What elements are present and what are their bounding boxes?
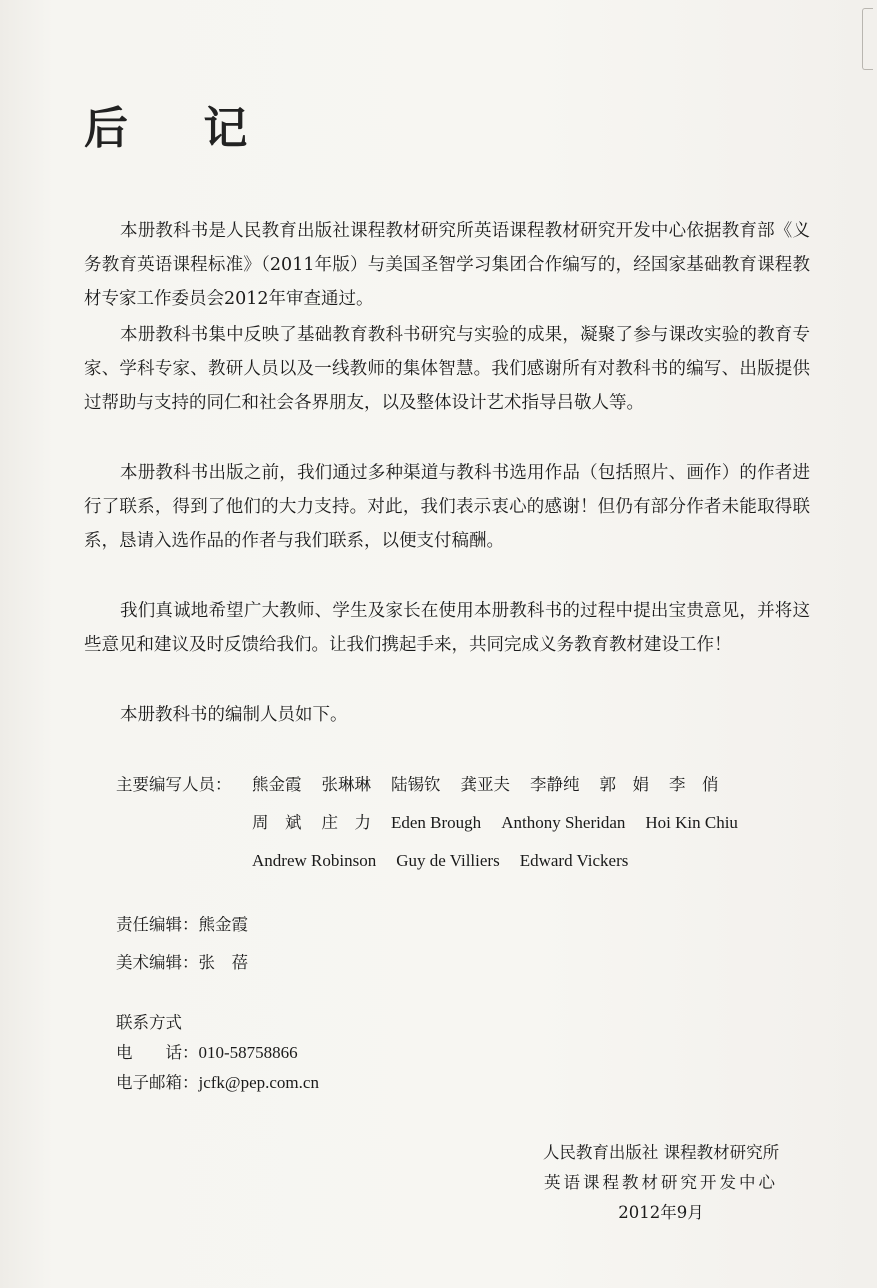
signature-date: 2012年9月 xyxy=(618,1203,704,1222)
staff-name: 郭 娟 xyxy=(599,775,649,794)
page-title: 后 记 xyxy=(84,103,278,154)
staff-names-1 xyxy=(252,766,739,804)
paragraph-2: 本册教科书集中反映了基础教育教科书研究与实验的成果，凝聚了参与课改实验的教育专家、学科专家、教研人员以及一线教师的集体智慧。我们感谢所有对教科书的编写、出版提供过帮助与支持的同仁和社会各界朋友，以及整体设计艺术指导吕敬人等。 xyxy=(84,325,810,413)
phone-label: 电 话： xyxy=(116,1043,199,1062)
staff-name: 龚亚夫 xyxy=(460,775,510,794)
staff-label: 主要编写人员： xyxy=(116,775,232,794)
email-address: jcfk@pep.com.cn xyxy=(198,1073,319,1092)
paragraph-5: 本册教科书的编制人员如下。 xyxy=(120,705,348,725)
staff-names-3 xyxy=(252,842,648,880)
paragraph-1: 本册教科书是人民教育出版社课程教材研究所英语课程教材研究开发中心依据教育部《义务教育英语课程标准》（2011年版）与美国圣智学习集团合作编写的，经国家基础教育课程教材专家工作委员会2012年审查通过。 xyxy=(84,221,810,309)
staff-name: Andrew Robinson xyxy=(252,851,377,870)
art-editor xyxy=(116,944,248,982)
staff-name: 周 斌 xyxy=(252,813,302,832)
paragraph-4: 我们真诚地希望广大教师、学生及家长在使用本册教科书的过程中提出宝贵意见，并将这些意见和建议及时反馈给我们。让我们携起手来，共同完成义务教育教材建设工作！ xyxy=(84,601,810,655)
staff-name: 张琳琳 xyxy=(321,775,371,794)
email-label: 电子邮箱： xyxy=(116,1073,199,1092)
staff-name: 熊金霞 xyxy=(252,775,302,794)
signature-line-1: 人民教育出版社 课程教材研究所 xyxy=(542,1143,780,1162)
paragraph-3: 本册教科书出版之前，我们通过多种渠道与教科书选用作品（包括照片、画作）的作者进行了联系，得到了他们的大力支持。对此，我们表示衷心的感谢！但仍有部分作者未能取得联系，恳请入选作品的作者与我们联系，以便支付稿酬。 xyxy=(84,463,810,551)
contact-email xyxy=(116,1068,319,1098)
staff-name: Eden Brough xyxy=(391,813,482,832)
chief-editor xyxy=(116,906,248,944)
contact-info xyxy=(116,1008,319,1098)
staff-name: 陆锡钦 xyxy=(391,775,441,794)
staff-name: Edward Vickers xyxy=(519,851,629,870)
chief-editor-label: 责任编辑： xyxy=(116,915,199,934)
staff-row-3 xyxy=(116,842,758,880)
staff-row-2 xyxy=(116,804,758,842)
art-editor-label: 美术编辑： xyxy=(116,953,199,972)
signature-block xyxy=(511,1138,811,1228)
phone-number: 010-58758866 xyxy=(198,1043,298,1062)
staff-names-2 xyxy=(252,804,758,842)
signature-line-2: 英语课程教材研究开发中心 xyxy=(544,1173,778,1192)
staff-row-1 xyxy=(116,766,758,804)
chief-editor-name: 熊金霞 xyxy=(198,915,248,934)
contact-heading: 联系方式 xyxy=(116,1013,182,1032)
contact-phone xyxy=(116,1038,319,1068)
staff-list xyxy=(116,766,758,880)
staff-name: Anthony Sheridan xyxy=(501,813,626,832)
staff-name: 李静纯 xyxy=(530,775,580,794)
art-editor-name: 张 蓓 xyxy=(198,953,248,972)
staff-name: 庄 力 xyxy=(321,813,371,832)
staff-name: Guy de Villiers xyxy=(396,851,500,870)
staff-name: Hoi Kin Chiu xyxy=(645,813,738,832)
staff-name: 李 俏 xyxy=(669,775,719,794)
page-edge-mark xyxy=(862,8,873,70)
